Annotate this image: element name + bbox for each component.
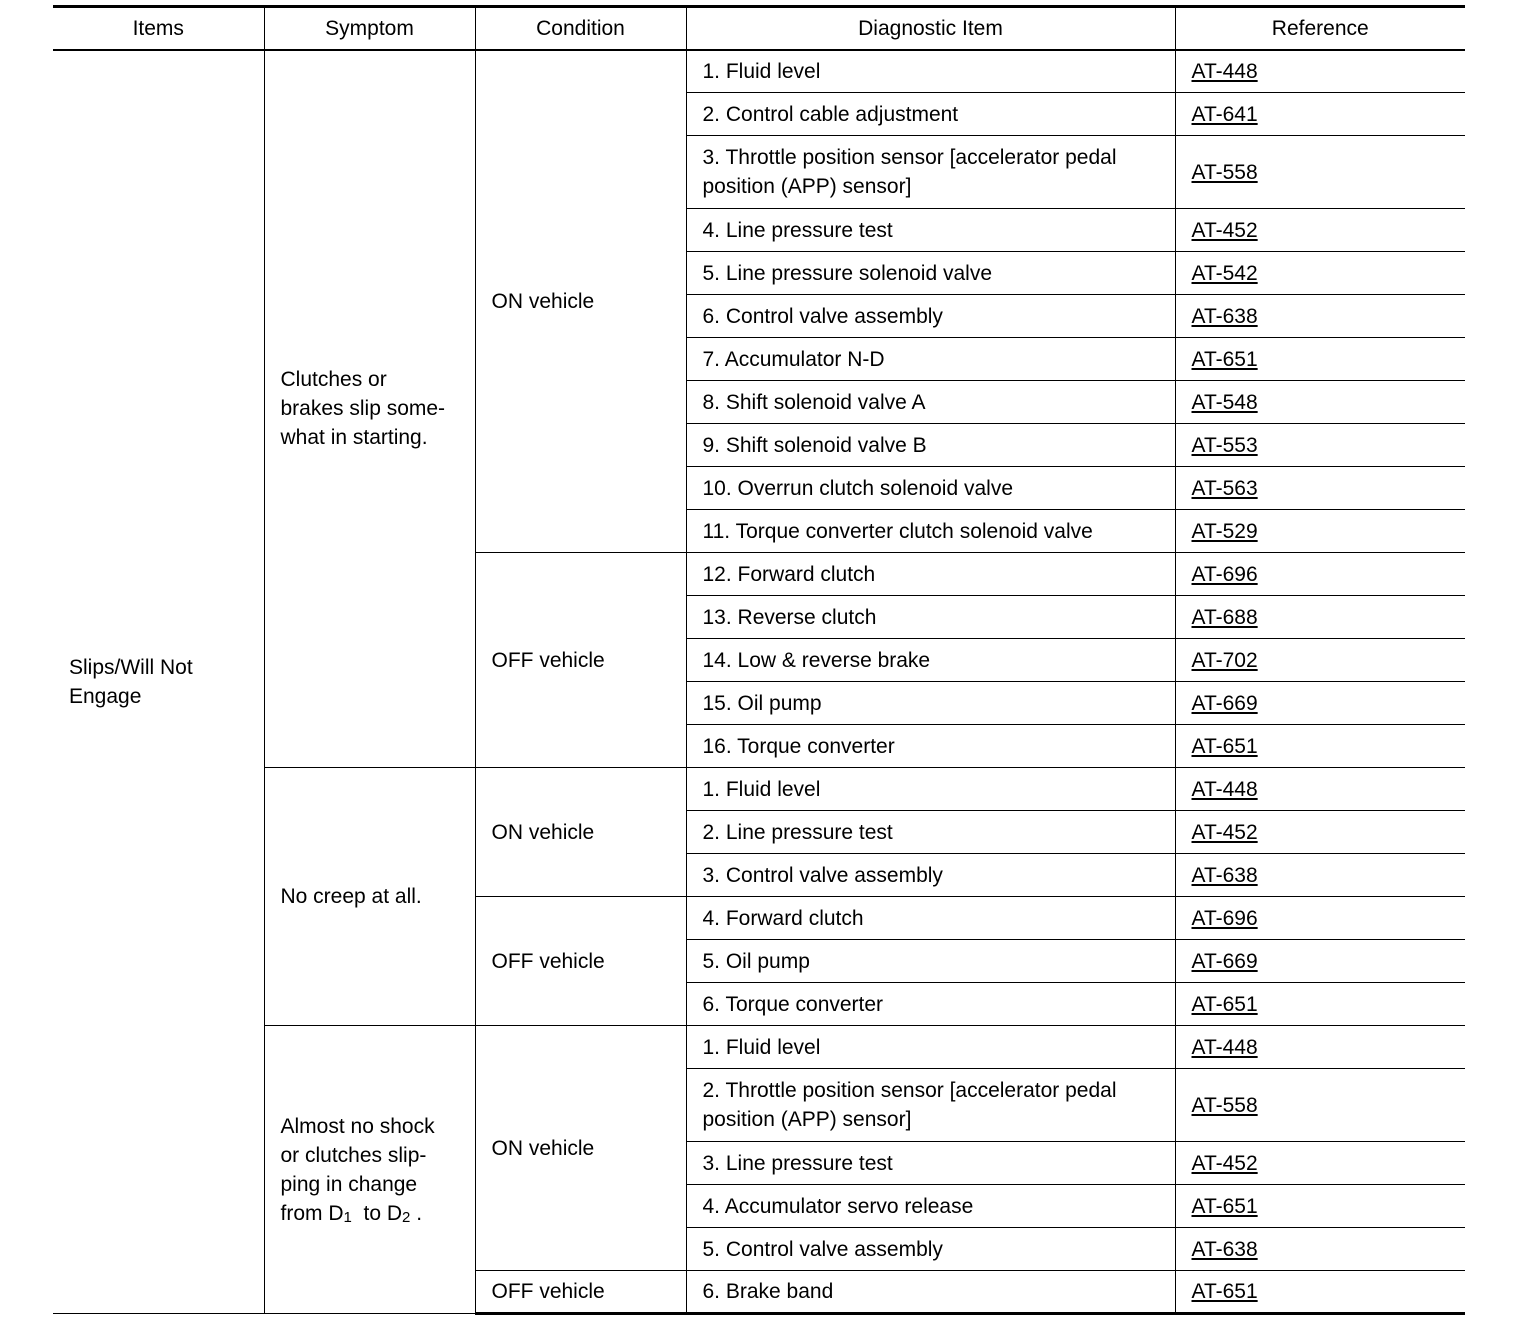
- diagnostic-item: 13. Reverse clutch: [686, 596, 1175, 639]
- reference-link[interactable]: AT-542: [1191, 261, 1258, 285]
- reference-link[interactable]: AT-696: [1191, 562, 1258, 586]
- header-reference: Reference: [1175, 7, 1465, 50]
- condition-cell: ON vehicle: [475, 1026, 686, 1271]
- diagnostic-table: [53, 5, 1465, 1315]
- symptom-from: from D: [280, 1201, 344, 1225]
- diagnostic-item: 2. Line pressure test: [686, 811, 1175, 854]
- symptom-cell: Clutches or brakes slip some- what in starting.: [264, 50, 475, 768]
- condition-cell: ON vehicle: [475, 768, 686, 897]
- diagnostic-item: 5. Control valve assembly: [686, 1228, 1175, 1271]
- diagnostic-item: 3. Throttle position sensor [accelerator pedal position (APP) sensor]: [686, 136, 1175, 209]
- reference-link[interactable]: AT-448: [1191, 1035, 1258, 1059]
- diagnostic-item: 4. Forward clutch: [686, 897, 1175, 940]
- diagnostic-item: 4. Line pressure test: [686, 209, 1175, 252]
- diagnostic-item: 14. Low & reverse brake: [686, 639, 1175, 682]
- diagnostic-item: 5. Oil pump: [686, 940, 1175, 983]
- header-condition: Condition: [475, 7, 686, 50]
- reference-link[interactable]: AT-452: [1191, 820, 1258, 844]
- diagnostic-item: 2. Throttle position sensor [accelerator pedal position (APP) sensor]: [686, 1069, 1175, 1142]
- condition-cell: OFF vehicle: [475, 1271, 686, 1314]
- symptom-end: .: [410, 1201, 423, 1225]
- header-symptom: Symptom: [264, 7, 475, 50]
- table-row: [53, 1026, 1465, 1069]
- gear-subscript: 2: [402, 1208, 411, 1226]
- reference-link[interactable]: AT-702: [1191, 648, 1258, 672]
- reference-link[interactable]: AT-641: [1191, 102, 1258, 126]
- reference-link[interactable]: AT-448: [1191, 777, 1258, 801]
- diagnostic-item: 1. Fluid level: [686, 50, 1175, 93]
- diagnostic-item: 4. Accumulator servo release: [686, 1185, 1175, 1228]
- reference-link[interactable]: AT-452: [1191, 1151, 1258, 1175]
- table-row: [53, 768, 1465, 811]
- gear-subscript: 1: [343, 1208, 352, 1226]
- diagnostic-item: 3. Line pressure test: [686, 1142, 1175, 1185]
- diagnostic-item: 15. Oil pump: [686, 682, 1175, 725]
- diagnostic-item: 8. Shift solenoid valve A: [686, 381, 1175, 424]
- diagnostic-item: 6. Control valve assembly: [686, 295, 1175, 338]
- reference-link[interactable]: AT-669: [1191, 949, 1258, 973]
- reference-link[interactable]: AT-452: [1191, 218, 1258, 242]
- symptom-cell: [264, 1026, 475, 1314]
- symptom-text: Almost no shock or clutches slip- ping in change: [280, 1114, 435, 1196]
- reference-link[interactable]: AT-651: [1191, 1194, 1258, 1218]
- reference-link[interactable]: AT-638: [1191, 304, 1258, 328]
- diagnostic-item: 10. Overrun clutch solenoid valve: [686, 467, 1175, 510]
- diagnostic-item: 9. Shift solenoid valve B: [686, 424, 1175, 467]
- reference-link[interactable]: AT-448: [1191, 59, 1258, 83]
- reference-link[interactable]: AT-553: [1191, 433, 1258, 457]
- diagnostic-item: 6. Torque converter: [686, 983, 1175, 1026]
- header-diagnostic-item: Diagnostic Item: [686, 7, 1175, 50]
- reference-link[interactable]: AT-558: [1191, 1093, 1258, 1117]
- reference-link[interactable]: AT-651: [1191, 734, 1258, 758]
- reference-link[interactable]: AT-638: [1191, 863, 1258, 887]
- header-row: [53, 7, 1465, 50]
- symptom-cell: No creep at all.: [264, 768, 475, 1026]
- condition-cell: OFF vehicle: [475, 553, 686, 768]
- reference-link[interactable]: AT-696: [1191, 906, 1258, 930]
- condition-cell: ON vehicle: [475, 50, 686, 553]
- reference-link[interactable]: AT-563: [1191, 476, 1258, 500]
- diagnostic-item: 12. Forward clutch: [686, 553, 1175, 596]
- diagnostic-item: 2. Control cable adjustment: [686, 93, 1175, 136]
- reference-link[interactable]: AT-669: [1191, 691, 1258, 715]
- diagnostic-item: 1. Fluid level: [686, 1026, 1175, 1069]
- reference-link[interactable]: AT-548: [1191, 390, 1258, 414]
- diagnostic-item: 1. Fluid level: [686, 768, 1175, 811]
- diagnostic-item: 5. Line pressure solenoid valve: [686, 252, 1175, 295]
- reference-link[interactable]: AT-638: [1191, 1237, 1258, 1261]
- reference-link[interactable]: AT-558: [1191, 160, 1258, 184]
- header-items: Items: [53, 7, 264, 50]
- diagnostic-item: 3. Control valve assembly: [686, 854, 1175, 897]
- reference-link[interactable]: AT-651: [1191, 992, 1258, 1016]
- table-row: [53, 50, 1465, 93]
- diagnostic-item: 16. Torque converter: [686, 725, 1175, 768]
- reference-link[interactable]: AT-529: [1191, 519, 1258, 543]
- reference-link[interactable]: AT-688: [1191, 605, 1258, 629]
- diagnostic-item: 7. Accumulator N-D: [686, 338, 1175, 381]
- reference-link[interactable]: AT-651: [1191, 1280, 1258, 1303]
- symptom-to: to D: [351, 1201, 403, 1225]
- diagnostic-item: 6. Brake band: [686, 1271, 1175, 1314]
- diagnostic-item: 11. Torque converter clutch solenoid valve: [686, 510, 1175, 553]
- item-cell: Slips/Will Not Engage: [53, 50, 264, 1314]
- condition-cell: OFF vehicle: [475, 897, 686, 1026]
- reference-link[interactable]: AT-651: [1191, 347, 1258, 371]
